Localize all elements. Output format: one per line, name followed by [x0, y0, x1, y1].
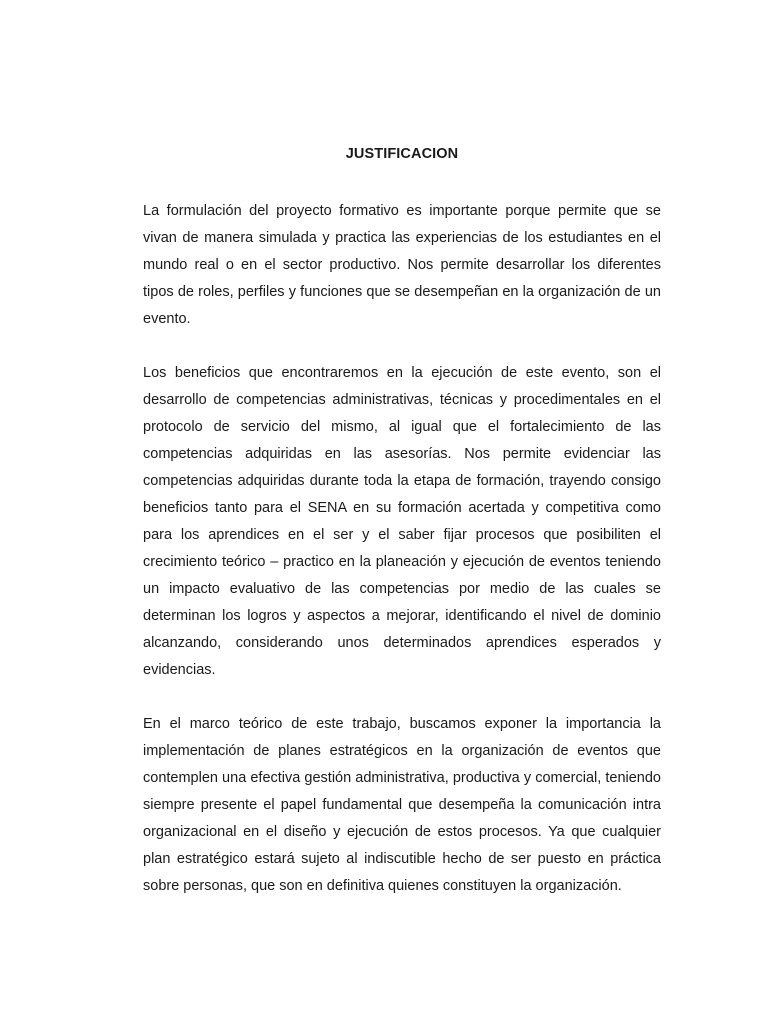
- paragraph-3: En el marco teórico de este trabajo, buscamos exponer la importancia la implementación de planes estratégicos en la organización de eventos que contemplen una efectiva gestión administrativa, productiva y comercial, teniendo siempre presente el papel fundamental que desempeña la comunicación intra organizacional en el diseño y ejecución de estos procesos. Ya que cualquier plan estratégico estará sujeto al indiscutible hecho de ser puesto en práctica sobre personas, que son en definitiva quienes constituyen la organización.: [143, 716, 661, 894]
- paragraph-1: La formulación del proyecto formativo es importante porque permite que se vivan de manera simulada y practica las experiencias de los estudiantes en el mundo real o en el sector productivo. Nos permite desarrollar los diferentes tipos de roles, perfiles y funciones que se desempeñan en la organización de un evento.: [143, 203, 661, 327]
- paragraph-2: Los beneficios que encontraremos en la ejecución de este evento, son el desarrollo de competencias administrativas, técnicas y procedimentales en el protocolo de servicio del mismo, al igual que el fortalecimiento de las competencias adquiridas en las asesorías. Nos permite evidenciar las competencias adquiridas durante toda la etapa de formación, trayendo consigo beneficios tanto para el SENA en su formación acertada y competitiva como para los aprendices en el ser y el saber fijar procesos que posibiliten el crecimiento teórico – practico en la planeación y ejecución de eventos teniendo un impacto evaluativo de las competencias por medio de las cuales se determinan los logros y aspectos a mejorar, identificando el nivel de dominio alcanzando, considerando unos determinados aprendices esperados y evidencias.: [143, 365, 661, 678]
- document-body: [143, 198, 661, 927]
- document-title: JUSTIFICACION: [345, 146, 459, 162]
